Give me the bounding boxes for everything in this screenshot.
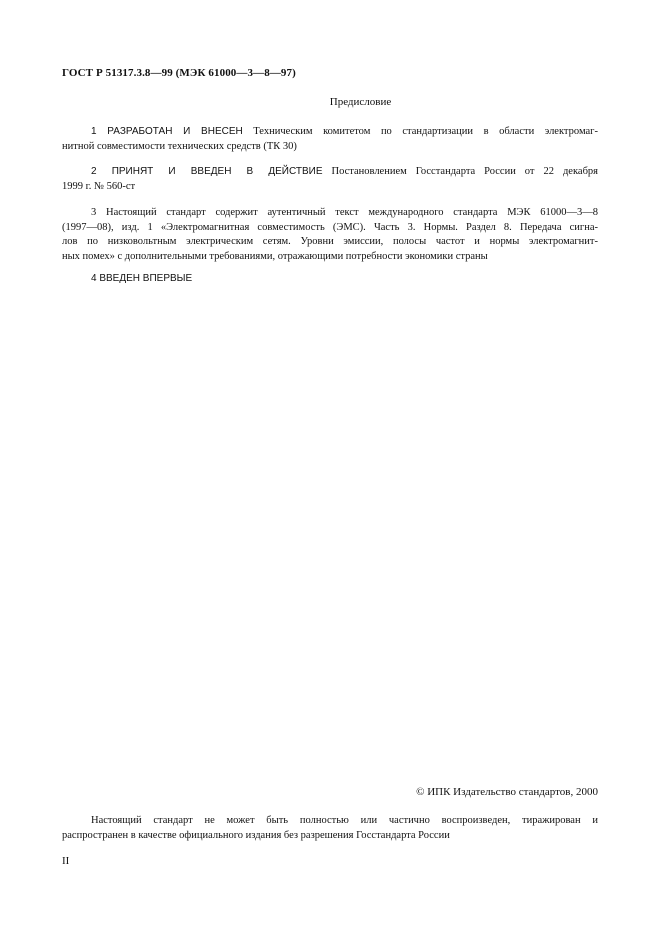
foreword-item-3-line-4: ных помех» с дополнительными требованиями, отражающими потребности экономики страны [62,250,488,262]
page-number: II [62,855,70,867]
foreword-item-2-line-1 [62,165,598,180]
foreword-item-1-lead: 1 РАЗРАБОТАН И ВНЕСЕН [91,126,243,137]
reproduction-notice [62,814,598,843]
document-header: ГОСТ Р 51317.3.8—99 (МЭК 61000—3—8—97) [62,67,296,79]
foreword-item-1-line-2: нитной совместимости технических средств (ТК 30) [62,140,297,152]
foreword-item-3-line-2: (1997—08), изд. 1 «Электромагнитная совместимость (ЭМС). Часть 3. Нормы. Раздел 8. Передача сигна- [62,221,598,233]
foreword-heading-text: Предисловие [329,96,392,108]
foreword-item-1-line-1 [62,125,598,140]
foreword-item-4 [62,272,598,287]
foreword-item-2 [62,165,598,194]
copyright-notice: © ИПК Издательство стандартов, 2000 [416,786,598,798]
foreword-item-1-text: Техническим комитетом по стандартизации в области электромаг- [242,126,598,137]
foreword-item-2-line-2: 1999 г. № 560-ст [62,180,136,192]
foreword-item-1 [62,125,598,154]
foreword-item-3-line-3: лов по низковольтным электрическим сетям. Уровни эмиссии, полосы частот и нормы электромагнит- [62,236,598,248]
reproduction-notice-line-1: Настоящий стандарт не может быть полностью или частично воспроизведен, тиражирован и [91,815,598,826]
foreword-item-2-text: Постановлением Госстандарта России от 22 декабря [322,166,598,177]
foreword-item-3 [62,206,598,264]
foreword-heading [0,96,661,108]
foreword-item-3-line-1: 3 Настоящий стандарт содержит аутентичный текст международного стандарта МЭК 61000—3—8 [91,207,598,218]
reproduction-notice-line-2: распространен в качестве официального издания без разрешения Госстандарта России [62,829,450,841]
foreword-item-4-text: 4 ВВЕДЕН ВПЕРВЫЕ [91,273,193,284]
foreword-item-2-lead: 2 ПРИНЯТ И ВВЕДЕН В ДЕЙСТВИЕ [91,166,323,177]
